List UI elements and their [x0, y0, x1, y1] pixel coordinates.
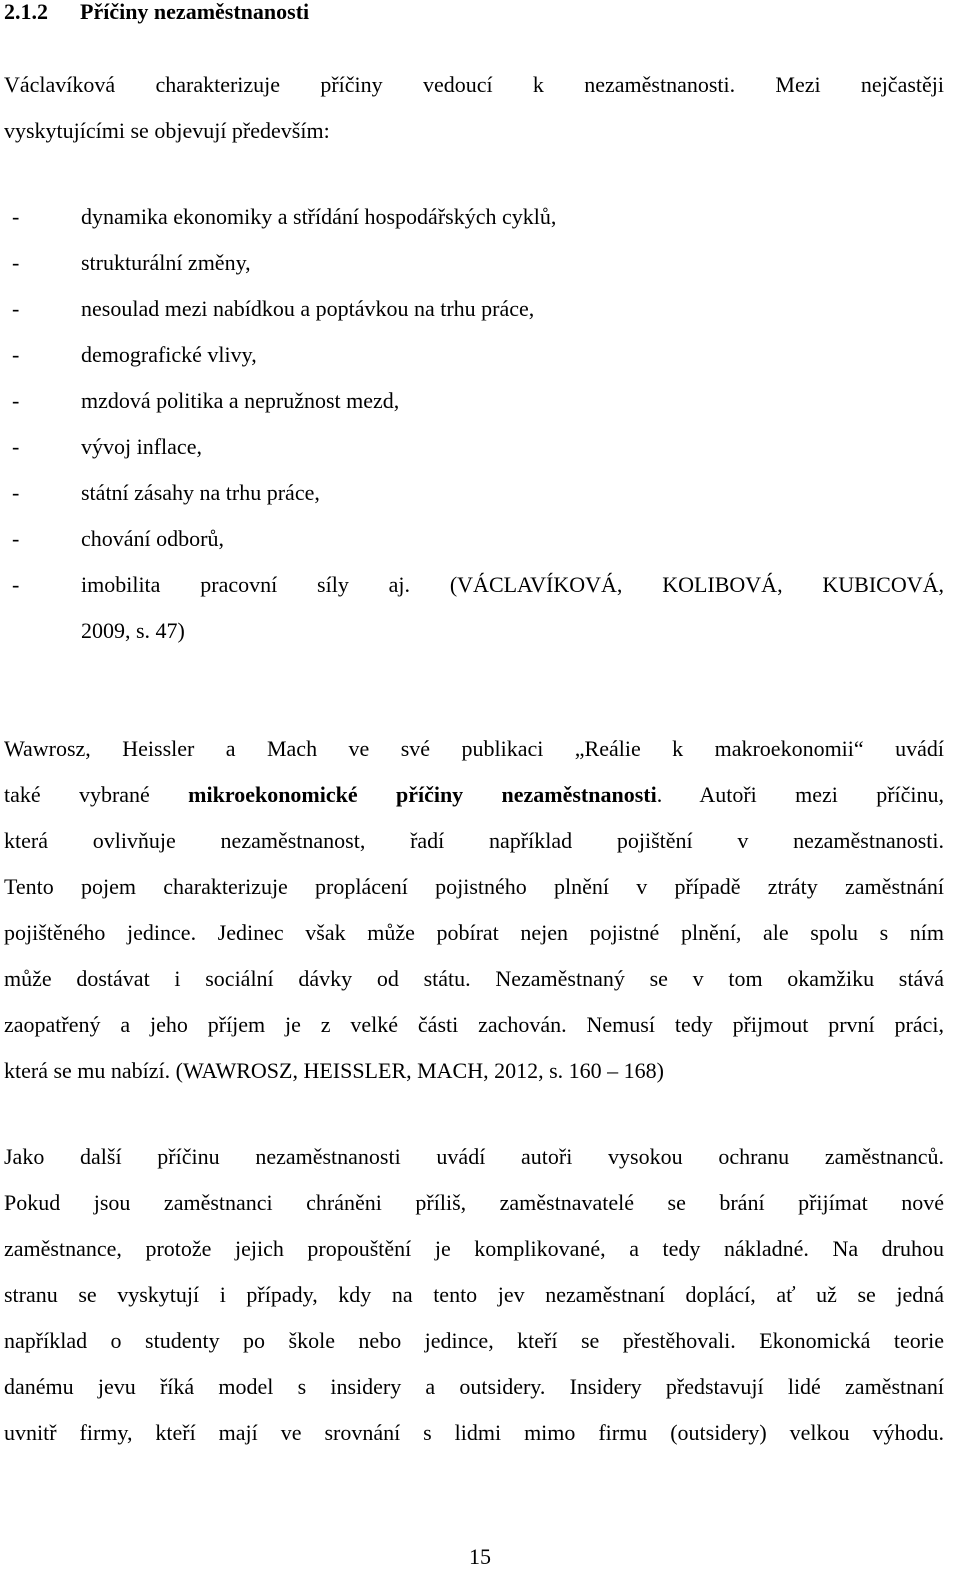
intro-line-1: Václavíková charakterizuje příčiny vedoucí k nezaměstnanosti. Mezi nejčastěji	[4, 72, 944, 97]
paragraph-line: která se mu nabízí. (WAWROSZ, HEISSLER, MACH, 2012, s. 160 – 168)	[4, 1058, 665, 1083]
list-item: - imobilita pracovní síly aj. (VÁCLAVÍKOVÁ, KOLIBOVÁ, KUBICOVÁ,	[12, 572, 944, 597]
section-title: Příčiny nezaměstnanosti	[80, 0, 310, 24]
list-item: - mzdová politika a nepružnost mezd,	[12, 388, 400, 413]
paragraph-line: pojištěného jedince. Jedinec však může pobírat nejen pojistné plnění, ale spolu s ním	[4, 920, 944, 945]
paragraph-line: zaopatřený a jeho příjem je z velké části zachován. Nemusí tedy přijmout první práci,	[4, 1012, 944, 1037]
paragraph-line: uvnitř firmy, kteří mají ve srovnání s lidmi mimo firmu (outsidery) velkou výhodu.	[4, 1420, 944, 1445]
paragraph-line: zaměstnance, protože jejich propouštění je komplikované, a tedy nákladné. Na druhou	[4, 1236, 944, 1261]
list-item: - chování odborů,	[12, 526, 224, 551]
list-item: - nesoulad mezi nabídkou a poptávkou na trhu práce,	[12, 296, 535, 321]
paragraph-line: která ovlivňuje nezaměstnanost, řadí například pojištění v nezaměstnanosti.	[4, 828, 944, 853]
bold-phrase: mikroekonomické příčiny nezaměstnanosti	[188, 782, 657, 807]
list-item: - demografické vlivy,	[12, 342, 257, 367]
paragraph-line: Wawrosz, Heissler a Mach ve své publikaci „Reálie k makroekonomii“ uvádí	[4, 736, 944, 761]
paragraph-line: také vybrané mikroekonomické příčiny nezaměstnanosti. Autoři mezi příčinu,	[4, 782, 945, 807]
list-item: - státní zásahy na trhu práce,	[12, 480, 320, 505]
list-item: - vývoj inflace,	[12, 434, 202, 459]
intro-line-2: vyskytujícími se objevují především:	[4, 118, 330, 143]
paragraph-line: danému jevu říká model s insidery a outsidery. Insidery představují lidé zaměstnaní	[4, 1374, 944, 1399]
section-heading	[4, 0, 309, 26]
paragraph-line: Tento pojem charakterizuje proplácení pojistného plnění v případě ztráty zaměstnání	[4, 874, 944, 899]
paragraph-line: může dostávat i sociální dávky od státu. Nezaměstnaný se v tom okamžiku stává	[4, 966, 944, 991]
page-number: 15	[469, 1544, 491, 1569]
paragraph-line: Jako další příčinu nezaměstnanosti uvádí autoři vysokou ochranu zaměstnanců.	[4, 1144, 944, 1169]
section-number: 2.1.2	[4, 0, 48, 24]
list-item: - dynamika ekonomiky a střídání hospodářských cyklů,	[12, 204, 557, 229]
paragraph-line: Pokud jsou zaměstnanci chráněni příliš, zaměstnavatelé se brání přijímat nové	[4, 1190, 944, 1215]
list-item: - strukturální změny,	[12, 250, 251, 275]
paragraph-line: například o studenty po škole nebo jedince, kteří se přestěhovali. Ekonomická teorie	[4, 1328, 944, 1353]
paragraph-line: stranu se vyskytují i případy, kdy na tento jev nezaměstnaní doplácí, ať už se jedná	[4, 1282, 944, 1307]
list-item-continuation: 2009, s. 47)	[81, 618, 185, 643]
